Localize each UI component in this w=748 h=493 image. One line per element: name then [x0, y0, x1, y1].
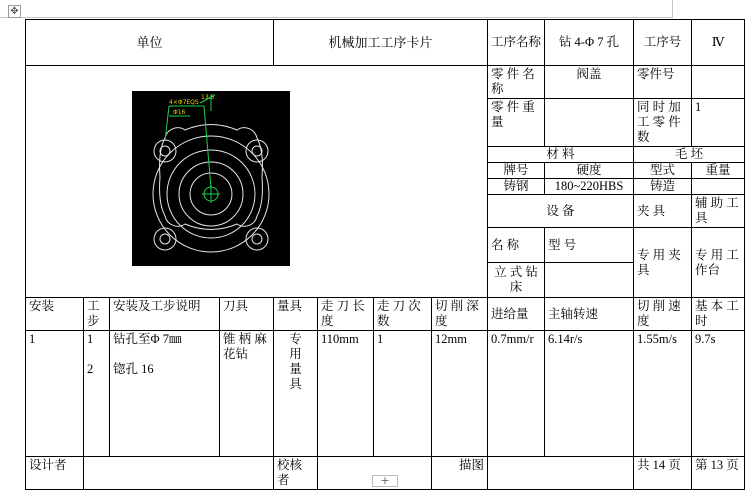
- machine-name-label: 名 称: [488, 228, 545, 263]
- bolt-hole-bottom-right: [246, 228, 268, 250]
- checker-label: 校核者: [274, 457, 318, 490]
- row-gauge: [274, 331, 318, 457]
- col-time: 基 本 工时: [692, 298, 745, 331]
- fixture-label: 夹 具: [634, 195, 692, 228]
- part-no-value: [692, 66, 745, 99]
- col-depth: 切 削 深度: [432, 298, 488, 331]
- col-gauge: 量具: [274, 298, 318, 331]
- page-top-edge: [0, 0, 748, 18]
- row-speed: 1.55m/s: [634, 331, 692, 457]
- row-spindle: 6.14r/s: [545, 331, 634, 457]
- col-passes: 走 刀 次数: [374, 298, 432, 331]
- drawing-value: [488, 457, 634, 490]
- page-corner-mark: [672, 0, 673, 18]
- process-no-label: 工序号: [634, 20, 692, 66]
- drawing-label: 描图: [432, 457, 488, 490]
- grade-label: 牌号: [488, 163, 545, 179]
- col-feed-length: 走 刀 长度: [318, 298, 374, 331]
- weight-value: [692, 179, 745, 195]
- total-pages: 共 14 页: [634, 457, 692, 490]
- row-desc-2: 锪孔 16: [113, 362, 154, 376]
- row-gauge-text: 专 用 量 具: [289, 332, 302, 391]
- col-desc: 安装及工步说明: [110, 298, 220, 331]
- part-drawing: [132, 91, 290, 266]
- hardness-value: 180~220HBS: [545, 179, 634, 195]
- simul-parts-value: 1: [692, 99, 745, 147]
- row-passes: 1: [374, 331, 432, 457]
- unit-label: 单位: [26, 20, 274, 66]
- row-steps: [84, 331, 110, 457]
- material-label: 材 料: [488, 147, 634, 163]
- dim-holes-text: 4×Φ7EQS: [169, 99, 199, 106]
- aux-tool-value: 专 用 工作台: [692, 228, 745, 298]
- col-feed: 进给量: [488, 298, 545, 331]
- part-weight-label: 零 件 重量: [488, 99, 545, 147]
- row-step-1: 1: [87, 332, 94, 346]
- row-install: 1: [26, 331, 84, 457]
- form-label: 型式: [634, 163, 692, 179]
- col-install: 安装: [26, 298, 84, 331]
- part-weight-value: [545, 99, 634, 147]
- bolt-hole-bottom-right-inner: [252, 234, 262, 244]
- machine-model-label: 型 号: [545, 228, 634, 263]
- dim-width-text: 13.5: [201, 94, 215, 101]
- row-time: 9.7s: [692, 331, 745, 457]
- hardness-label: 硬度: [545, 163, 634, 179]
- row-feed: 0.7mm/r: [488, 331, 545, 457]
- row-cutter: 锥 柄 麻花钻: [220, 331, 274, 457]
- add-row-plus-icon[interactable]: +: [372, 475, 398, 487]
- col-cutter: 刀具: [220, 298, 274, 331]
- weight-label: 重量: [692, 163, 745, 179]
- machine-model-value: [545, 263, 634, 298]
- blank-label: 毛 坯: [634, 147, 745, 163]
- form-value: 铸造: [634, 179, 692, 195]
- row-step-2: 2: [87, 362, 94, 376]
- card-title: 机械加工工序卡片: [274, 20, 488, 66]
- process-name-label: 工序名称: [488, 20, 545, 66]
- aux-tool-label: 辅 助 工具: [692, 195, 745, 228]
- row-desc: [110, 331, 220, 457]
- equipment-label: 设 备: [488, 195, 634, 228]
- bolt-hole-bottom-left-inner: [160, 234, 170, 244]
- page-top-border: [0, 17, 672, 18]
- col-step: 工 步: [84, 298, 110, 331]
- dim-center-text: Φ16: [173, 109, 186, 116]
- page-number: 第 13 页: [692, 457, 745, 490]
- fixture-value: 专 用 夹具: [634, 228, 692, 298]
- col-spindle: 主轴转速: [545, 298, 634, 331]
- leader-arrow-1: [165, 106, 169, 141]
- part-name-label: 零 件 名称: [488, 66, 545, 99]
- designer-label: 设计者: [26, 457, 84, 490]
- process-no-value: Ⅳ: [692, 20, 745, 66]
- col-speed: 切 削 速度: [634, 298, 692, 331]
- process-name-value: 钻 4-Φ 7 孔: [545, 20, 634, 66]
- flange-outline: [160, 125, 263, 230]
- grade-value: 铸钢: [488, 179, 545, 195]
- machine-name-value: 立 式 钻床: [488, 263, 545, 298]
- part-no-label: 零件号: [634, 66, 692, 99]
- process-card-table: [25, 19, 745, 490]
- designer-value: [84, 457, 274, 490]
- row-feed-length: 110mm: [318, 331, 374, 457]
- process-sketch-cell: [26, 66, 488, 298]
- leader-arrow-2: [204, 106, 211, 188]
- table-move-handle-icon[interactable]: ✥: [8, 5, 21, 18]
- part-name-value: 阀盖: [545, 66, 634, 99]
- bolt-hole-bottom-left: [154, 228, 176, 250]
- row-desc-1: 钻孔至Φ 7㎜: [113, 332, 182, 346]
- simul-parts-label: 同 时 加工 零 件数: [634, 99, 692, 147]
- row-depth: 12mm: [432, 331, 488, 457]
